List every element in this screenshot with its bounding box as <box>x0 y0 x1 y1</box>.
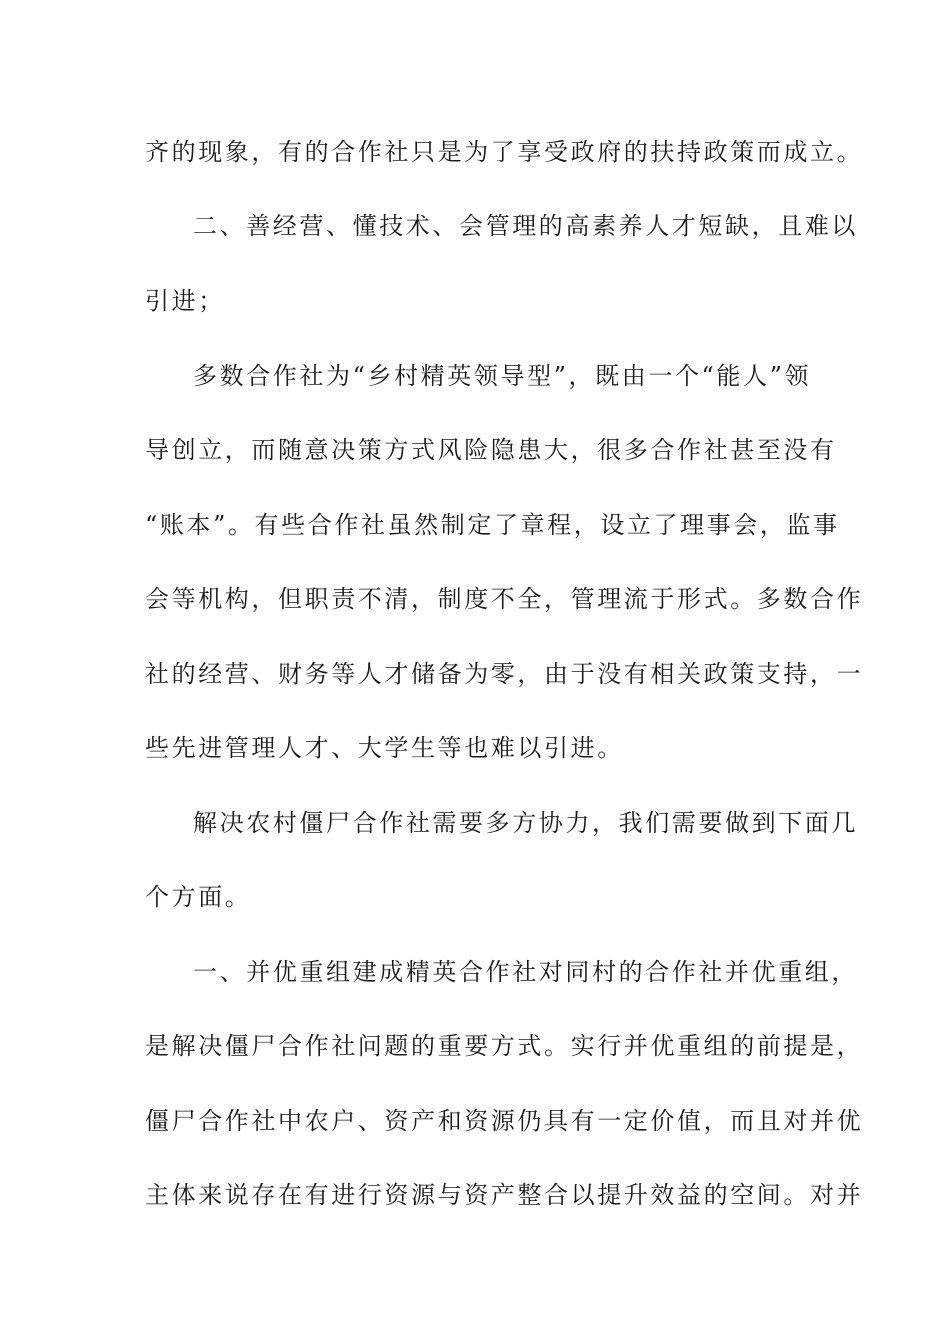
text-line: 解决农村僵尸合作社需要多方协力，我们需要做到下面几 <box>193 809 858 837</box>
section-heading-line: 一、并优重组建成精英合作社对同村的合作社并优重组， <box>193 958 858 986</box>
text-line: 个方面。 <box>145 883 252 911</box>
section-heading-line: 二、善经营、懂技术、会管理的高素养人才短缺，且难以 <box>193 212 858 240</box>
text-line: 多数合作社为“乡村精英领导型”，既由一个“能人”领 <box>193 362 812 390</box>
text-line: 是解决僵尸合作社问题的重要方式。实行并优重组的前提是， <box>145 1032 864 1060</box>
text-line: “账本”。有些合作社虽然制定了章程，设立了理事会，监事 <box>145 511 840 539</box>
text-line: 些先进管理人才、大学生等也难以引进。 <box>145 734 624 762</box>
text-line: 导创立，而随意决策方式风险隐患大，很多合作社甚至没有 <box>145 436 837 464</box>
text-line: 齐的现象，有的合作社只是为了享受政府的扶持政策而成立。 <box>145 138 864 166</box>
text-line: 僵尸合作社中农户、资产和资源仍具有一定价值，而且对并优 <box>145 1107 864 1135</box>
text-line: 会等机构，但职责不清，制度不全，管理流于形式。多数合作 <box>145 585 864 613</box>
text-line: 主体来说存在有进行资源与资产整合以提升效益的空间。对并 <box>145 1181 864 1209</box>
section-heading-line: 引进； <box>145 287 225 315</box>
text-line: 社的经营、财务等人才储备为零，由于没有相关政策支持，一 <box>145 660 864 688</box>
